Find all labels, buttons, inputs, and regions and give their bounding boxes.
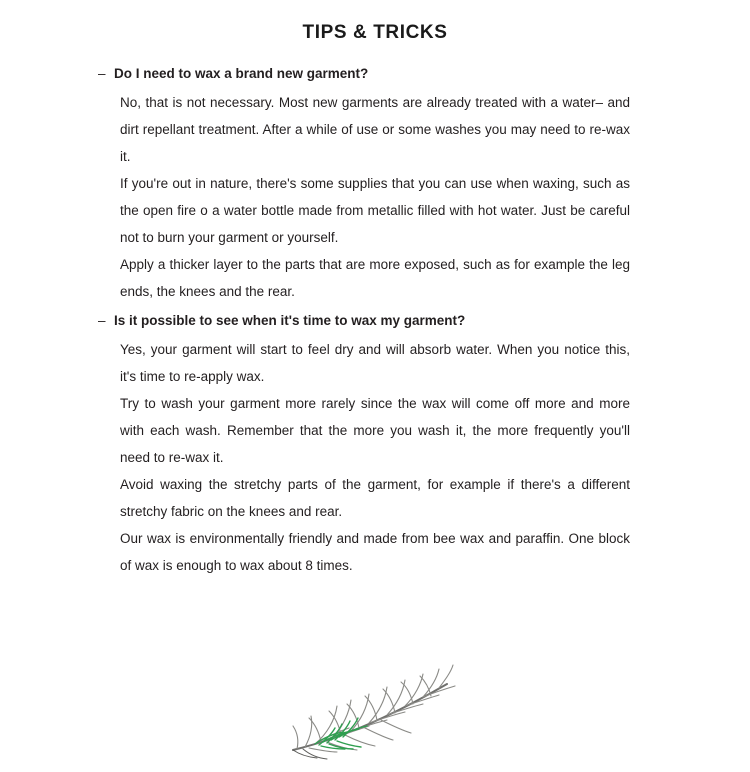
qa-block [98,62,630,305]
answer-paragraph: If you're out in nature, there's some supplies that you can use when waxing, such as the open fire o a water bottle made from metallic filled with hot water. Just be careful not to burn your garment or yourself. [120,176,630,245]
question-heading: Is it possible to see when it's time to wax my garment? [114,313,466,328]
bullet-dash-icon: – [98,66,106,81]
question-row [98,62,630,86]
answer-paragraph: Our wax is environmentally friendly and made from bee wax and paraffin. One block of wax is enough to wax about 8 times. [120,531,630,573]
answer-paragraph: Avoid waxing the stretchy parts of the garment, for example if there's a different stretchy fabric on the knees and rear. [120,477,630,519]
answer-paragraph: Yes, your garment will start to feel dry and will absorb water. When you notice this, it's time to re-apply wax. [120,342,630,384]
document-page [0,22,750,772]
answer-paragraph: Apply a thicker layer to the parts that are more exposed, such as for example the leg ends, the knees and the rear. [120,257,630,299]
bullet-dash-icon: – [98,313,106,328]
document-body [0,62,750,579]
qa-block [98,309,630,579]
answer-paragraph: Try to wash your garment more rarely since the wax will come off more and more with each wash. Remember that the more you wash it, the more frequently you'll need to re-wax it. [120,396,630,465]
answer-paragraph: No, that is not necessary. Most new garments are already treated with a water– and dirt repellant treatment. After a while of use or some washes you may need to re-wax it. [120,95,630,164]
page-title: TIPS & TRICKS [302,22,448,43]
question-heading: Do I need to wax a brand new garment? [114,66,369,81]
pine-branch-illustration [0,644,750,764]
question-row [98,309,630,333]
